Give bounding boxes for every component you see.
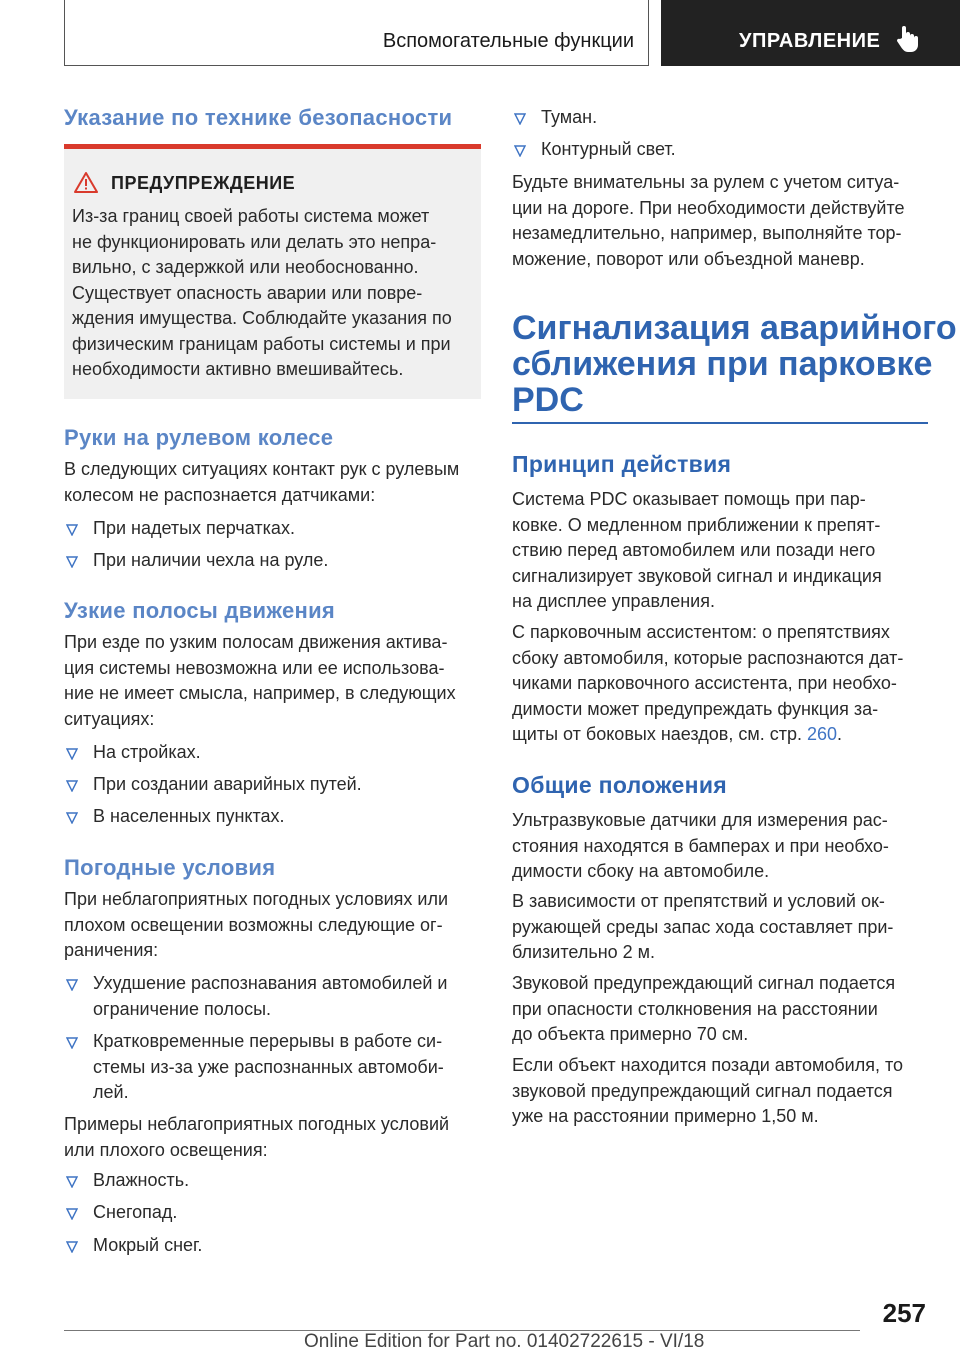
list-item: Ухудшение распознавания автомобилей и xyxy=(93,973,448,993)
paragraph-line: плохом освещении возможны следующие ог- xyxy=(64,914,443,935)
paragraph-line: уже на расстоянии примерно 1,50 м. xyxy=(512,1106,819,1126)
paragraph-line: раничения: xyxy=(64,940,159,960)
bullet-triangle-icon xyxy=(66,812,78,824)
heading-principle: Принцип действия xyxy=(512,451,732,477)
warning-triangle-icon xyxy=(74,171,98,193)
bullet-triangle-icon xyxy=(66,748,78,760)
paragraph-line: С парковочным ассистентом: о препятствиях xyxy=(512,622,890,642)
paragraph-line: сигнализирует звуковой сигнал и индикация xyxy=(512,565,882,586)
list-item: В населенных пунктах. xyxy=(93,806,285,826)
paragraph-line: Ультразвуковые датчики для измерения рас- xyxy=(512,810,888,830)
warning-line: физическим границам работы системы и при xyxy=(72,333,451,354)
chapter-heading-line: Сигнализация аварийного xyxy=(512,309,957,347)
list-item: Контурный свет. xyxy=(541,139,676,159)
list-item: Мокрый снег. xyxy=(93,1235,203,1255)
paragraph-text: . xyxy=(837,724,843,744)
paragraph-line: до объекта примерно 70 см. xyxy=(512,1024,749,1044)
header-section-title: Вспомогательные функции xyxy=(382,30,634,52)
paragraph-line: колесом не распознается датчиками: xyxy=(64,484,376,505)
paragraph-line: В следующих ситуациях контакт рук с рулевым xyxy=(64,459,460,479)
warning-line: Существует опасность аварии или повре- xyxy=(72,282,423,303)
warning-line: не функционировать или делать это непра- xyxy=(72,231,437,252)
paragraph-line: при опасности столкновения на расстоянии xyxy=(512,998,878,1019)
paragraph-line: или плохого освещения: xyxy=(64,1139,268,1160)
paragraph-line: незамедлительно, например, выполняйте тор- xyxy=(512,223,902,243)
paragraph-line: ситуациях: xyxy=(64,708,155,729)
page-reference-link[interactable]: 260 xyxy=(806,724,837,744)
list-item: Влажность. xyxy=(93,1170,190,1190)
paragraph-line: Будьте внимательны за рулем с учетом ситуа- xyxy=(512,172,900,192)
chapter-heading-line: сближения при парковке xyxy=(512,345,933,383)
hand-pointer-icon xyxy=(895,24,921,54)
heading-safety: Указание по технике безопасности xyxy=(64,105,453,130)
paragraph-line: В зависимости от препятствий и условий ок- xyxy=(512,891,885,911)
list-item: При создании аварийных путей. xyxy=(93,774,362,794)
paragraph-line: на дисплее управления. xyxy=(512,591,715,611)
paragraph-line: ции на дороге. При необходимости действуйте xyxy=(512,197,905,218)
list-item-continued: стемы из-за уже распознанных автомоби- xyxy=(93,1056,444,1077)
chapter-heading-line: PDC xyxy=(512,381,584,419)
bullet-triangle-icon xyxy=(66,1241,78,1253)
header-section-box xyxy=(64,0,649,66)
paragraph-line: звуковой предупреждающий сигнал подается xyxy=(512,1080,893,1101)
paragraph-line: Система PDC оказывает помощь при пар- xyxy=(512,489,866,509)
warning-line: вильно, с задержкой или необоснованно. xyxy=(72,257,419,277)
bullet-triangle-icon xyxy=(66,524,78,536)
bullet-triangle-icon xyxy=(66,556,78,568)
page-number: 257 xyxy=(882,1298,926,1328)
paragraph-line: стояния находятся в бамперах и при необхо- xyxy=(512,835,889,856)
heading-hands-on-wheel: Руки на рулевом колесе xyxy=(64,425,334,450)
bullet-triangle-icon xyxy=(66,1208,78,1220)
paragraph-line: При езде по узким полосам движения актива- xyxy=(64,632,448,652)
warning-title: ПРЕДУПРЕЖДЕНИЕ xyxy=(111,173,296,193)
warning-line: ждения имущества. Соблюдайте указания по xyxy=(72,308,452,328)
warning-line: необходимости активно вмешивайтесь. xyxy=(72,359,404,379)
paragraph-line: можение, поворот или объездной маневр. xyxy=(512,248,865,269)
paragraph-line: Примеры неблагоприятных погодных условий xyxy=(64,1114,450,1134)
warning-line: Из-за границ своей работы система может xyxy=(72,206,430,226)
chapter-rule xyxy=(512,422,928,424)
bullet-triangle-icon xyxy=(66,1037,78,1049)
list-item-continued: ограничение полосы. xyxy=(93,998,272,1019)
paragraph-line: ствию перед автомобилем или позади него xyxy=(512,540,876,560)
list-item-continued: лей. xyxy=(93,1082,129,1102)
paragraph-line: близительно 2 м. xyxy=(512,942,656,962)
heading-narrow-lanes: Узкие полосы движения xyxy=(64,598,336,623)
list-item: На стройках. xyxy=(93,742,201,762)
paragraph-line: чиками парковочного ассистента, при необхо- xyxy=(512,673,897,693)
bullet-triangle-icon xyxy=(66,979,78,991)
header-chapter-title: УПРАВЛЕНИЕ xyxy=(739,30,881,52)
paragraph-line: Если объект находится позади автомобиля, то xyxy=(512,1055,904,1075)
heading-weather: Погодные условия xyxy=(64,855,276,880)
header-chapter-box xyxy=(661,0,960,66)
bullet-triangle-icon xyxy=(514,113,526,125)
paragraph-line: ние не имеет смысла, например, в следующих xyxy=(64,683,456,703)
warning-box xyxy=(64,149,481,399)
footer-edition: Online Edition for Part no. 01402722615 - VI/18 xyxy=(304,1331,705,1352)
bullet-triangle-icon xyxy=(66,1176,78,1188)
list-item: При наличии чехла на руле. xyxy=(93,550,329,570)
paragraph-line: димости может предупреждать функция за- xyxy=(512,698,879,719)
paragraph-line-with-link xyxy=(512,722,842,748)
bullet-triangle-icon xyxy=(514,145,526,157)
paragraph-line: ружающей среды запас хода составляет при- xyxy=(512,916,894,937)
list-item: Кратковременные перерывы в работе си- xyxy=(93,1031,443,1051)
paragraph-text: щиты от боковых наездов, см. стр. xyxy=(512,724,807,744)
list-item: Снегопад. xyxy=(93,1202,178,1222)
paragraph-line: димости сбоку на автомобиле. xyxy=(512,861,770,881)
heading-general: Общие положения xyxy=(512,772,727,798)
paragraph-line: сбоку автомобиля, которые распознаются дат- xyxy=(512,647,904,668)
paragraph-line: При неблагоприятных погодных условиях или xyxy=(64,889,449,909)
paragraph-line: ция системы невозможна или ее использова- xyxy=(64,657,445,678)
paragraph-line: ковке. О медленном приближении к препят- xyxy=(512,514,881,535)
paragraph-line: Звуковой предупреждающий сигнал подается xyxy=(512,973,896,993)
list-item: Туман. xyxy=(541,107,598,127)
bullet-triangle-icon xyxy=(66,780,78,792)
list-item: При надетых перчатках. xyxy=(93,518,295,538)
